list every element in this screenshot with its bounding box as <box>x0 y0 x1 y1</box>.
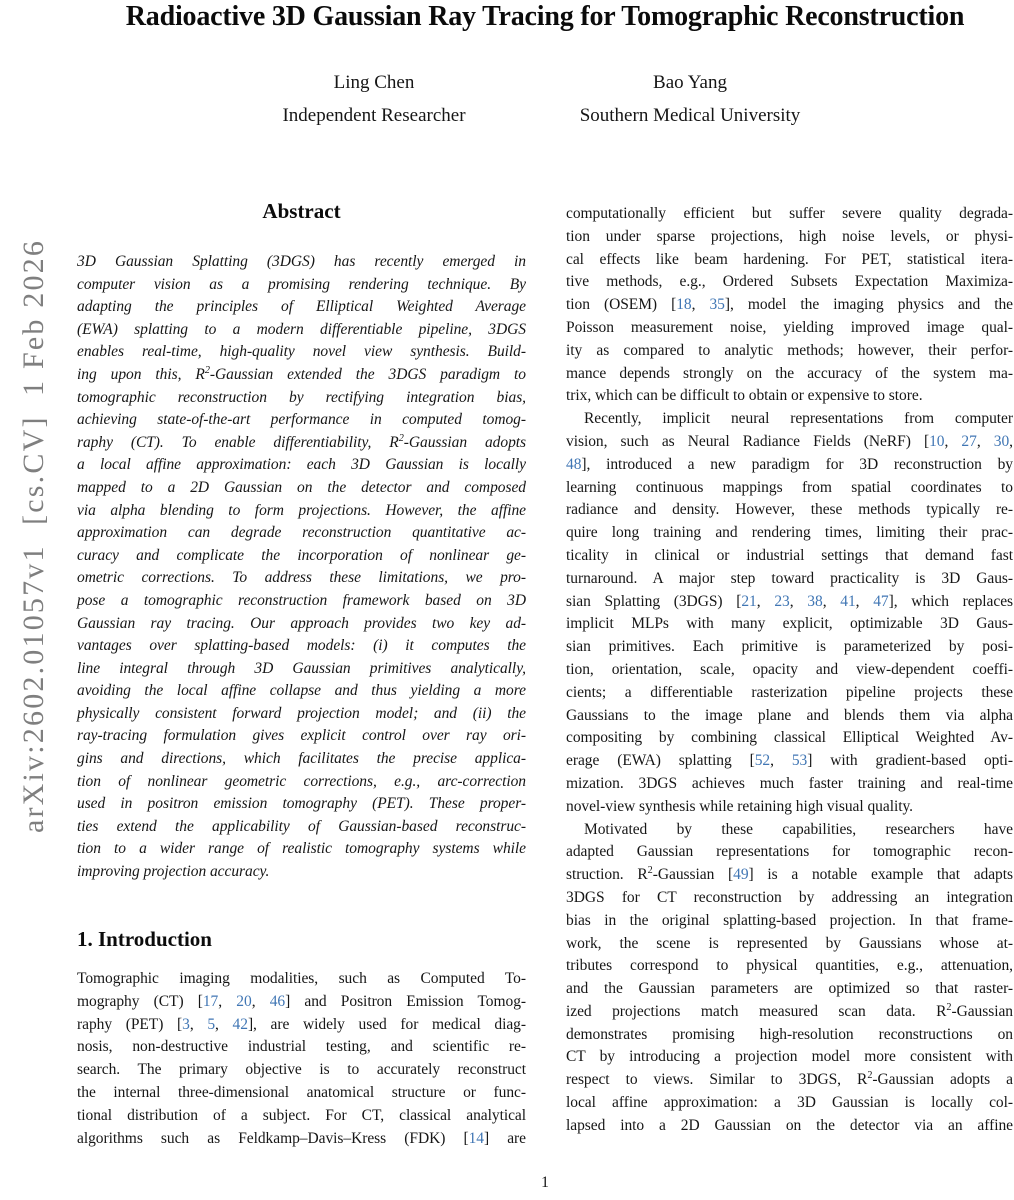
citation-link[interactable]: 14 <box>468 1129 484 1147</box>
author-name: Bao Yang <box>653 72 727 93</box>
text-line: used in positron emission tomography (PET). These proper- <box>77 795 526 813</box>
text-line: raphy (PET) [3, 5, 42], are widely used for medical diag- <box>77 1015 526 1033</box>
text-line: sian Splatting (3DGS) [21, 23, 38, 41, 47], which replaces <box>566 592 1014 610</box>
text-line: search. The primary objective is to accurately reconstruct <box>77 1061 526 1079</box>
citation-link[interactable]: 18 <box>676 296 692 314</box>
citation-link[interactable]: 35 <box>709 296 725 314</box>
text-line: Gaussian ray tracing. Our approach provides two key ad- <box>77 614 526 632</box>
text-line: tional distribution of a subject. For CT, classical analytical <box>77 1106 526 1124</box>
paper-title: Radioactive 3D Gaussian Ray Tracing for Tomographic Reconstruction <box>125 1 965 32</box>
text-line: approximation can degrade reconstruction quantitative ac- <box>77 524 526 542</box>
text-line: cients; a differentiable rasterization pipeline projects these <box>566 683 1013 701</box>
text-line: novel-view synthesis while retaining high visual quality. <box>566 797 913 815</box>
text-line: sian primitives. Each primitive is parameterized by posi- <box>566 638 1013 656</box>
text-line: the internal three-dimensional anatomical structure or func- <box>77 1083 526 1101</box>
text-line: Recently, implicit neural representations from computer <box>584 410 1013 428</box>
introduction-left-column <box>77 968 526 1150</box>
text-line: Poisson measurement noise, yielding improved image qual- <box>566 318 1013 336</box>
author-name: Ling Chen <box>333 72 415 93</box>
text-line: quire long training and rendering times, limiting their prac- <box>566 524 1013 542</box>
citation-link[interactable]: 53 <box>791 752 808 770</box>
text-line: CT by introducing a projection model more consistent with <box>566 1048 1013 1066</box>
text-line: implicit MLPs with many explicit, optimizable 3D Gaus- <box>566 615 1013 633</box>
text-line: line integral through 3D Gaussian primitives analytically, <box>77 659 526 677</box>
text-line: respect to views. Similar to 3DGS, $R^2$-Gaussian adopts a <box>566 1070 1013 1089</box>
citation-link[interactable]: 23 <box>774 592 790 610</box>
text-line: lapsed into a 2D Gaussian on the detector via an affine <box>566 1116 1013 1134</box>
text-line: Tomographic imaging modalities, such as Computed To- <box>77 970 526 987</box>
text-line: local affine approximation: a 3D Gaussian is locally col- <box>566 1094 1013 1112</box>
citation-link[interactable]: 38 <box>807 592 823 610</box>
text-line: compositing by combining classical Elliptical Weighted Av- <box>566 729 1013 747</box>
text-line: trix, which can be difficult to obtain or expensive to store. <box>566 387 923 405</box>
text-line: improving projection accuracy. <box>77 863 270 881</box>
text-line: avoiding the local affine collapse and thus yielding a more <box>77 682 526 700</box>
citation-link[interactable]: 30 <box>993 432 1010 450</box>
text-line: mography (CT) [17, 20, 46] and Positron Emission Tomog- <box>77 992 527 1010</box>
author-affiliation: Independent Researcher <box>282 105 466 126</box>
text-line: Gaussians to the image plane and blends them via alpha <box>566 706 1013 724</box>
citation-link[interactable]: 41 <box>840 592 856 610</box>
citation-link[interactable]: 5 <box>207 1015 216 1033</box>
text-line: (EWA) splatting to a modern differentiable pipeline, 3DGS <box>77 320 526 338</box>
text-line: ized projections match measured scan data. $R^2$-Gaussian <box>566 1001 1013 1020</box>
text-line: tive methods, e.g., Ordered Subsets Expectation Maximiza- <box>566 273 1013 291</box>
text-line: tomographic reconstruction by rectifying integration bias, <box>77 388 526 406</box>
text-line: ing upon this, $R^2$-Gaussian extended the 3DGS paradigm to <box>77 364 526 383</box>
text-line: tion (OSEM) [18, 35], model the imaging physics and the <box>566 296 1013 314</box>
author-affiliation: Southern Medical University <box>579 105 801 126</box>
text-line: achieving state-of-the-art performance in computed tomog- <box>77 411 526 429</box>
citation-link[interactable]: 21 <box>741 592 757 610</box>
text-line: Motivated by these capabilities, researchers have <box>584 820 1013 838</box>
author-block-2 <box>580 66 801 132</box>
text-line: a local affine approximation: each 3D Gaussian is locally <box>77 456 526 474</box>
text-line: curacy and complicate the incorporation of nonlinear ge- <box>77 546 526 564</box>
text-line: 48], introduced a new paradigm for 3D reconstruction by <box>566 455 1013 473</box>
text-line: enables real-time, high-quality novel view synthesis. Build- <box>77 343 526 361</box>
citation-link[interactable]: 3 <box>182 1015 190 1033</box>
page-number: 1 <box>541 1174 549 1191</box>
text-line: nosis, non-destructive industrial testing, and scientific re- <box>77 1038 526 1056</box>
text-line: learning continuous mappings from spatial coordinates to <box>566 478 1013 496</box>
text-line: mapped to a 2D Gaussian on the detector and composed <box>77 478 526 496</box>
text-line: ray-tracing formulation gives explicit control over ray ori- <box>77 727 526 745</box>
citation-link[interactable]: 46 <box>269 992 286 1010</box>
text-line: struction. $R^2$-Gaussian [49] is a notable example that adapts <box>566 864 1013 884</box>
section-heading-introduction: 1. Introduction <box>77 927 212 951</box>
citation-link[interactable]: 49 <box>733 866 749 884</box>
text-line: vision, such as Neural Radiance Fields (NeRF) [10, 27, 30, <box>566 432 1013 450</box>
text-line: mance depends strongly on the accuracy of the system ma- <box>566 364 1013 382</box>
text-line: tion of nonlinear geometric corrections, e.g., arc-correction <box>77 772 526 790</box>
text-line: adapted Gaussian representations for tomographic recon- <box>566 843 1013 861</box>
text-line: raphy (CT). To enable differentiability, $R^2$-Gaussian adopts <box>77 432 527 451</box>
text-line: adapting the principles of Elliptical Weighted Average <box>77 298 526 316</box>
citation-link[interactable]: 47 <box>873 592 889 610</box>
text-line: pose a tomographic reconstruction framework based on 3D <box>77 591 526 609</box>
text-line: 3D Gaussian Splatting (3DGS) has recently emerged in <box>77 253 526 270</box>
citation-link[interactable]: 20 <box>236 992 252 1010</box>
text-line: algorithms such as Feldkamp–Davis–Kress (FDK) [14] are <box>77 1129 526 1147</box>
citation-link[interactable]: 48 <box>566 455 582 473</box>
text-line: turnaround. A major step toward practicality is 3D Gaus- <box>566 569 1013 587</box>
introduction-right-column <box>566 203 1013 1138</box>
text-line: tributes correspond to physical quantities, e.g., attenuation, <box>566 957 1013 975</box>
citation-link[interactable]: 10 <box>929 432 945 450</box>
citation-link[interactable]: 52 <box>754 752 771 770</box>
citation-link[interactable]: 42 <box>232 1015 248 1033</box>
text-line: computationally efficient but suffer severe quality degrada- <box>566 205 1013 222</box>
citation-link[interactable]: 17 <box>202 992 219 1010</box>
text-line: ties extend the applicability of Gaussian-based reconstruc- <box>77 817 526 835</box>
arxiv-watermark: arXiv:2602.01057v1 [cs.CV] 1 Feb 2026 <box>17 238 50 834</box>
text-line: radiance and density. However, these methods typically re- <box>566 501 1013 519</box>
text-line: work, the scene is represented by Gaussians whose at- <box>566 934 1013 952</box>
text-line: erage (EWA) splatting [52, 53] with gradient-based opti- <box>566 752 1013 770</box>
text-line: tion, orientation, scale, opacity and view-dependent coeffi- <box>566 660 1013 678</box>
text-line: demonstrates promising high-resolution reconstructions on <box>566 1025 1013 1043</box>
text-line: and the Gaussian parameters are optimized so that raster- <box>566 980 1013 998</box>
text-line: 3DGS for CT reconstruction by addressing an integration <box>566 888 1013 906</box>
abstract-body <box>77 251 526 884</box>
author-block-1 <box>282 66 465 132</box>
text-line: ity as compared to analytic methods; however, their perfor- <box>566 341 1013 359</box>
text-line: gins and directions, which facilitates the precise applica- <box>77 750 526 768</box>
text-line: physically consistent forward projection model; and (ii) the <box>77 704 526 722</box>
text-line: bias in the original splatting-based projection. In that frame- <box>566 911 1013 929</box>
text-line: tion under sparse projections, high noise levels, or physi- <box>566 227 1013 245</box>
text-line: vantages over splatting-based models: (i) it computes the <box>77 637 526 655</box>
abstract-heading: Abstract <box>262 199 341 223</box>
text-line: computer vision as a promising rendering technique. By <box>77 275 526 293</box>
text-line: via alpha blending to form projections. However, the affine <box>77 501 526 519</box>
text-line: tion to a wider range of realistic tomography systems while <box>77 840 526 858</box>
text-line: ometric corrections. To address these limitations, we pro- <box>77 569 526 587</box>
text-line: cal effects like beam hardening. For PET, statistical itera- <box>566 250 1013 268</box>
text-line: ticality in clinical or industrial settings that demand fast <box>566 546 1013 564</box>
text-line: mization. 3DGS achieves much faster training and real-time <box>566 774 1013 792</box>
citation-link[interactable]: 27 <box>961 432 977 450</box>
